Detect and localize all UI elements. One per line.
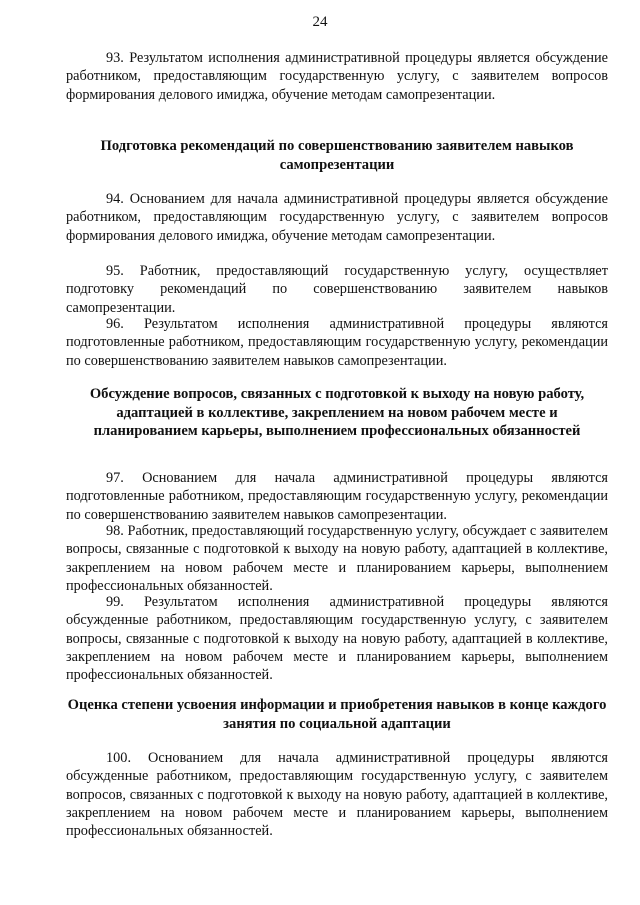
paragraph-96 — [66, 315, 608, 370]
paragraph-text: 94. Основанием для начала административной процедуры является обсуждение работником, предоставляющим государственную услугу, с заявителем вопросов формирования делового имиджа, обучение методам самопрезентации. — [66, 191, 608, 244]
paragraph-text: 93. Результатом исполнения административной процедуры является обсуждение работником, предоставляющим государственную услугу, с заявителем вопросов формирования делового имиджа, обучение методам самопрезентации. — [66, 50, 608, 103]
paragraph-93 — [66, 49, 608, 104]
paragraph-99 — [66, 593, 608, 684]
paragraph-text: 99. Результатом исполнения административной процедуры являются обсужденные работником, предоставляющим государственную услугу, с заявителем вопросы, связанные с подготовкой к выходу на новую работу, адаптацией в коллективе, закреплением на новом рабочем месте и планированием карьеры, выполнением профессиональных обязанностей. — [66, 594, 608, 684]
paragraph-97 — [66, 469, 608, 524]
paragraph-94 — [66, 190, 608, 245]
heading-discussion — [66, 385, 608, 441]
paragraph-text: 96. Результатом исполнения административной процедуры являются подготовленные работником, предоставляющим государственную услугу, рекомендации по совершенствованию заявителем навыков самопрезентации. — [66, 316, 608, 369]
page-number: 24 — [312, 14, 328, 30]
section-heading: Обсуждение вопросов, связанных с подготовкой к выходу на новую работу, адаптацией в коллективе, закреплением на новом рабочем месте и планированием карьеры, выполнением профессиональных обязанностей — [89, 386, 585, 440]
heading-recommendations — [66, 137, 608, 174]
paragraph-95 — [66, 262, 608, 317]
heading-assessment — [66, 696, 608, 733]
section-heading: Подготовка рекомендаций по совершенствованию заявителем навыков самопрезентации — [100, 138, 574, 173]
section-heading: Оценка степени усвоения информации и приобретения навыков в конце каждого занятия по социальной адаптации — [67, 697, 607, 732]
paragraph-100 — [66, 749, 608, 840]
paragraph-text: 97. Основанием для начала административной процедуры являются подготовленные работником, предоставляющим государственную услугу, рекомендации по совершенствованию заявителем навыков самопрезентации. — [66, 470, 608, 523]
paragraph-text: 100. Основанием для начала административной процедуры являются обсужденные работником, предоставляющим государственную услугу, с заявителем вопросов, связанных с подготовкой к выходу на новую работу, адаптацией в коллективе, закреплением на новом рабочем месте и планированием карьеры, выполнением профессиональных обязанностей. — [66, 750, 608, 840]
paragraph-98 — [66, 522, 608, 595]
paragraph-text: 98. Работник, предоставляющий государственную услугу, обсуждает с заявителем вопросы, связанные с подготовкой к выходу на новую работу, адаптацией в коллективе, закреплением на новом рабочем месте и планированием карьеры, выполнением профессиональных обязанностей. — [66, 523, 608, 594]
paragraph-text: 95. Работник, предоставляющий государственную услугу, осуществляет подготовку рекомендаций по совершенствованию заявителем навыков самопрезентации. — [66, 263, 608, 316]
